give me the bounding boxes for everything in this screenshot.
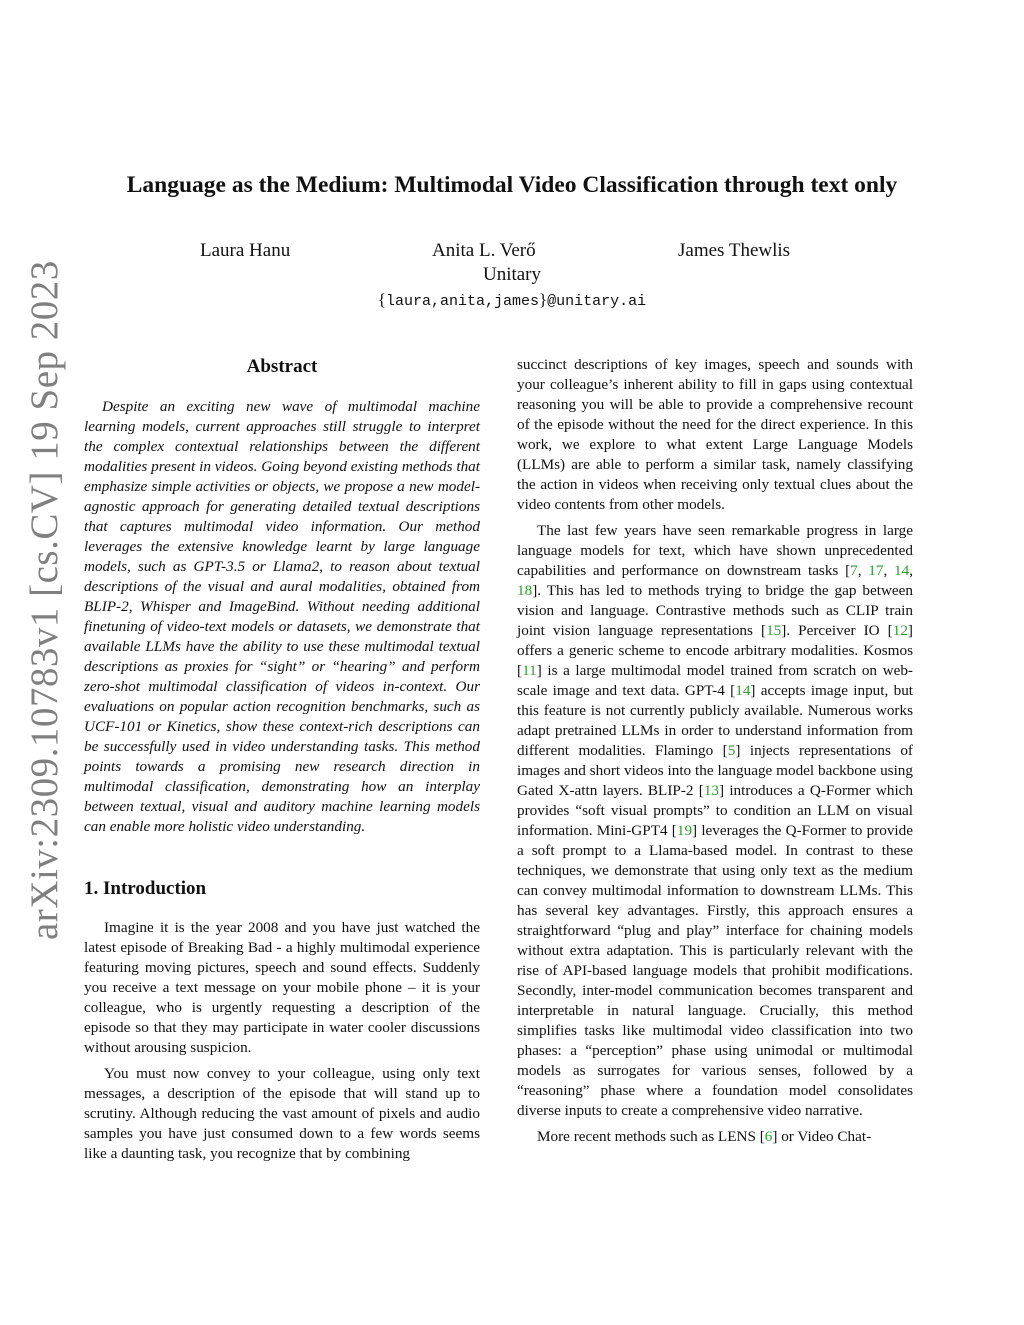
author-emails xyxy=(0,290,1024,310)
citation-link[interactable]: 11 xyxy=(522,662,537,679)
citation-link[interactable]: 14 xyxy=(735,682,751,699)
citation-link[interactable]: 17 xyxy=(868,562,884,579)
email-brace-close: } xyxy=(539,290,548,309)
right-column xyxy=(517,355,913,1153)
abstract-heading: Abstract xyxy=(246,356,318,377)
email-brace-open: { xyxy=(377,290,386,309)
intro-paragraph-4: More recent methods such as LENS [6] or Video Chat- xyxy=(537,1128,872,1145)
paper-title: Language as the Medium: Multimodal Video Classification through text only xyxy=(126,172,898,198)
author-name: Laura Hanu xyxy=(200,240,291,261)
citation-link[interactable]: 14 xyxy=(894,562,910,579)
citation-link[interactable]: 12 xyxy=(892,622,908,639)
citation-link[interactable]: 18 xyxy=(517,582,533,599)
email-names: laura,anita,james xyxy=(385,293,539,310)
citation-link[interactable]: 7 xyxy=(850,562,858,579)
intro-paragraph-2-continued: succinct descriptions of key images, speech and sounds with your colleague’s inherent ability to fill in gaps using contextual reasoning you will be able to provide a comprehensive recount of the episode without the need for the direct experience. In this work, we explore to what extent Large Language Models (LLMs) are able to perform a similar task, namely classifying the action in videos when receiving only textual clues about the video contents from other models. xyxy=(517,356,913,513)
citation-link[interactable]: 5 xyxy=(727,742,736,759)
intro-paragraph-2: You must now convey to your colleague, using only text messages, a description of the episode that will stand up to scrutiny. Although reducing the vast amount of pixels and audio samples you have just consumed down to a few words seems like a daunting task, you recognize that by combining xyxy=(84,1065,480,1162)
abstract-text: Despite an exciting new wave of multimodal machine learning models, current approaches still struggle to interpret the complex contextual relationships between the different modalities present in videos. Going beyond existing methods that emphasize simple activities or objects, we propose a new model-agnostic approach for generating detailed textual descriptions that captures multimodal video information. Our method leverages the extensive knowledge learnt by large language models, such as GPT-3.5 or Llama2, to reason about textual descriptions of the visual and aural modalities, obtained from BLIP-2, Whisper and ImageBind. Without needing additional finetuning of video-text models or datasets, we demonstrate that available LLMs have the ability to use these multimodal textual descriptions as proxies for “sight” or “hearing” and perform zero-shot multimodal classification of videos in-context. Our evaluations on popular action recognition benchmarks, such as UCF-101 or Kinetics, show these context-rich descriptions can be successfully used in video understanding tasks. This method points towards a promising new research direction in multimodal classification, demonstrating how an interplay between textual, visual and auditory machine learning models can enable more holistic video understanding. xyxy=(84,398,480,835)
left-column xyxy=(84,355,480,1170)
citation-link[interactable]: 15 xyxy=(766,622,782,639)
author-name: James Thewlis xyxy=(678,240,791,261)
affiliation: Unitary xyxy=(482,264,542,285)
citation-link[interactable]: 13 xyxy=(703,782,720,799)
section-heading-introduction: 1. Introduction xyxy=(84,878,207,899)
email-domain: @unitary.ai xyxy=(547,293,647,310)
author-name: Anita L. Verő xyxy=(432,240,536,261)
arxiv-identifier: arXiv:2309.10783v1 [cs.CV] 19 Sep 2023 xyxy=(23,260,66,940)
citation-link[interactable]: 19 xyxy=(676,822,693,839)
intro-paragraph-3: The last few years have seen remarkable progress in large language models for text, which have shown unprecedented capabilities and performance on downstream tasks [7, 17, 14, 18]. This has led to methods trying to bridge the gap between vision and language. Contrastive methods such as CLIP train joint vision language representations [15]. Perceiver IO [12] offers a generic scheme to encode arbitrary modalities. Kosmos [11] is a large multimodal model trained from scratch on web-scale image and text data. GPT-4 [14] accepts image input, but this feature is not currently publicly available. Numerous works adapt pretrained LLMs in order to understand information from different modalities. Flamingo [5] injects representations of images and short videos into the language model backbone using Gated X-attn layers. BLIP-2 [13] introduces a Q-Former which provides “soft visual prompts” to condition an LLM on visual information. Mini-GPT4 [19] leverages the Q-Former to provide a soft prompt to a Llama-based model. In contrast to these techniques, we demonstrate that using only text as the medium can convey multimodal information to downstream LLMs. This has several key advantages. Firstly, this approach ensures a straightforward “plug and play” interface for chaining models without extra adaptation. This is particularly relevant with the rise of API-based language models that prohibit modifications. Secondly, inter-model communication becomes transparent and interpretable in natural language. Crucially, this method simplifies tasks like multimodal video classification into two phases: a “perception” phase using unimodal or multimodal models as surrogates for various senses, followed by a “reasoning” phase where a foundation model consolidates diverse inputs to create a comprehensive video narrative. xyxy=(517,522,914,1119)
citation-link[interactable]: 6 xyxy=(764,1128,773,1145)
intro-paragraph-1: Imagine it is the year 2008 and you have just watched the latest episode of Breaking Bad - a highly multimodal experience featuring moving pictures, speech and sound effects. Suddenly you receive a text message on your mobile phone – it is your colleague, who is urgently requesting a description of the episode so that they may participate in water cooler discussions without arousing suspicion. xyxy=(84,919,480,1056)
